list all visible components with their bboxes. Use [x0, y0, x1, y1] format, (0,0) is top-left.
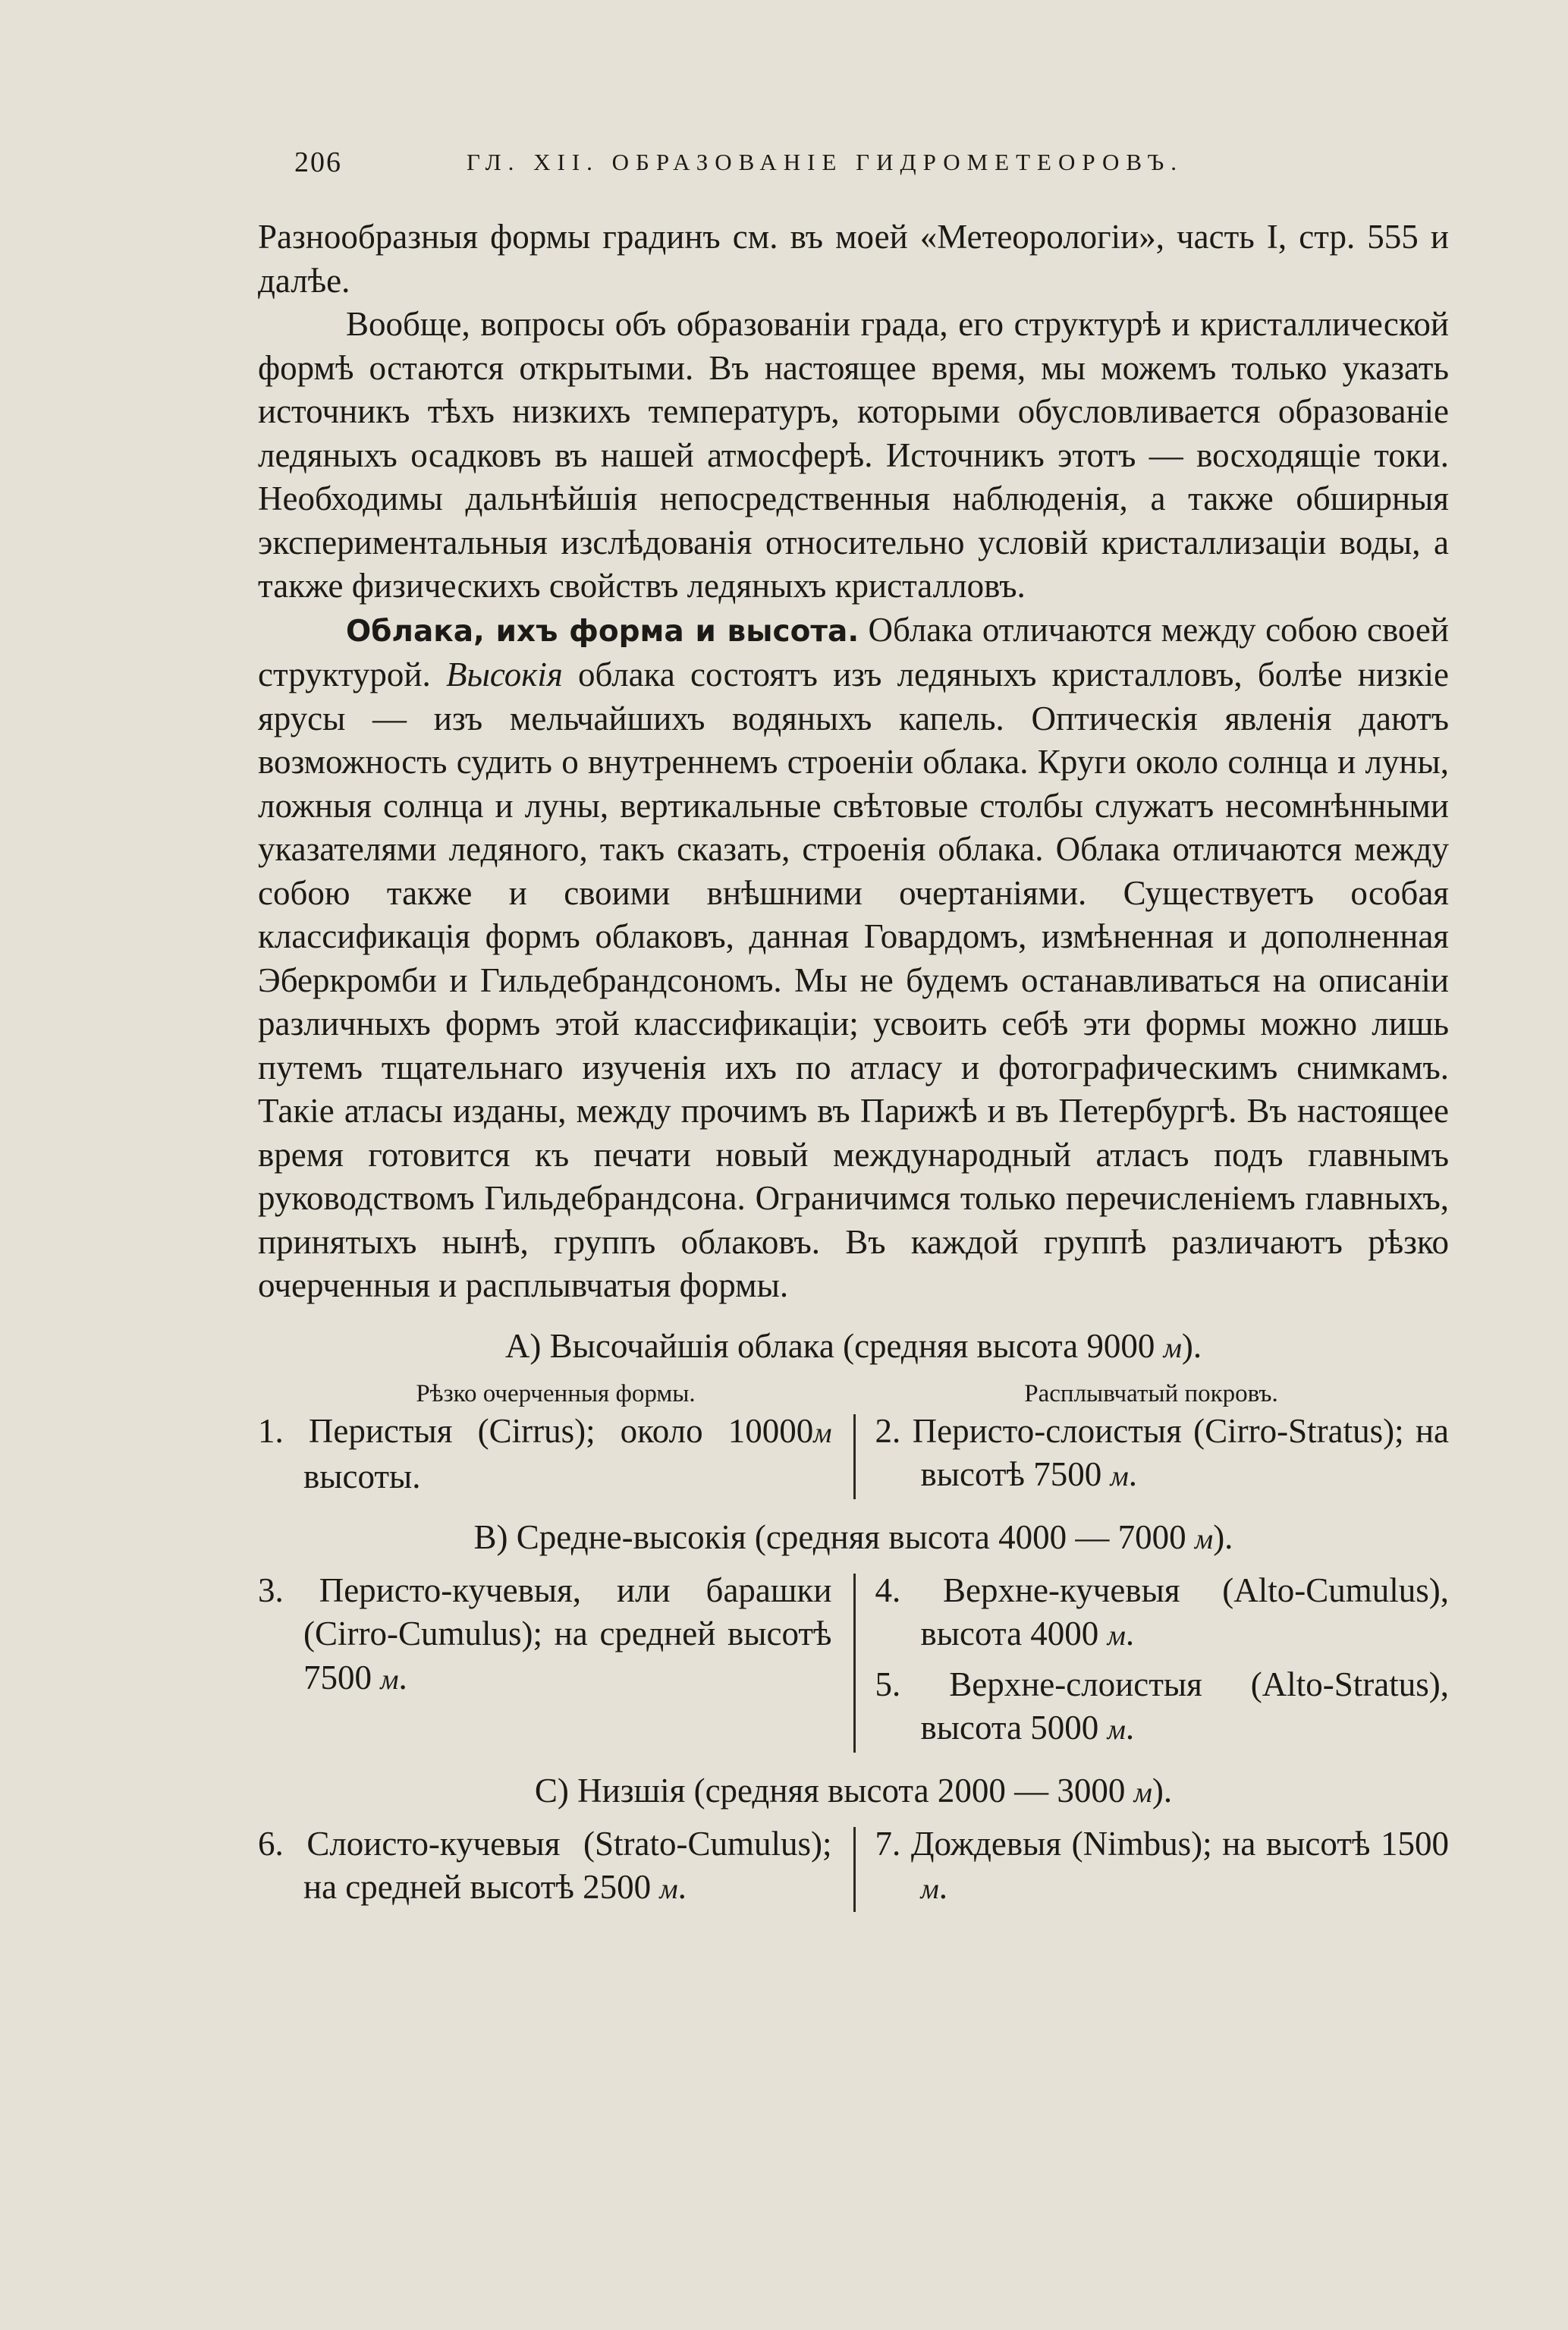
group-heading-b-text: B) Средне-высокія (средняя высота 4000 — 7000	[473, 1517, 1195, 1556]
unit-label: м	[813, 1417, 832, 1449]
cloud-form-text: 6. Слоисто-кучевыя (Strato-Cumulus); на средней высотѣ 2500	[258, 1824, 832, 1906]
cloud-form-text: 7. Дождевыя (Nimbus); на высотѣ 1500	[875, 1824, 1449, 1863]
cloud-form-cirro-stratus	[875, 1410, 1450, 1499]
cloud-form-nimbus	[875, 1822, 1450, 1912]
unit-label: м	[1163, 1332, 1182, 1364]
group-c-right-column	[875, 1822, 1450, 1912]
column-head-diffuse-cover: Расплывчатый покровъ.	[1024, 1379, 1278, 1407]
cloud-form-tail: .	[1125, 1615, 1135, 1652]
cloud-form-text: 4. Верхне-кучевыя (Alto-Cumulus), высота 4000	[875, 1571, 1449, 1652]
group-heading-c-text: C) Низшія (средняя высота 2000 — 3000	[534, 1771, 1134, 1810]
unit-label: м	[1133, 1776, 1152, 1809]
cloud-form-text: 3. Перисто-кучевыя, или барашки (Cirro-Cumulus); на средней высотѣ 7500	[258, 1571, 832, 1696]
group-a-forms	[258, 1410, 1449, 1499]
unit-label: м	[380, 1663, 399, 1696]
chapter-title: ГЛ. XII. ОБРАЗОВАНІЕ ГИДРОМЕТЕОРОВЪ.	[467, 149, 1184, 175]
cloud-form-tail: .	[1125, 1709, 1135, 1747]
paragraph-clouds-text-a: Облака отличаются между собою своей структурой.	[258, 610, 1449, 693]
unit-label: м	[920, 1873, 939, 1905]
column-divider	[853, 1827, 856, 1912]
cloud-form-alto-cumulus	[875, 1569, 1450, 1659]
body-text	[258, 215, 1449, 1912]
group-a-right-column	[875, 1410, 1450, 1499]
unit-label: м	[1107, 1714, 1126, 1746]
unit-label: м	[1194, 1523, 1214, 1555]
cloud-form-strato-cumulus	[258, 1822, 832, 1912]
unit-label: м	[1110, 1461, 1129, 1492]
paragraph-hail-forms: Разнообразныя формы градинъ см. въ моей «Метеорологіи», часть I, стр. 555 и далѣе.	[258, 218, 1449, 300]
column-divider	[853, 1574, 856, 1753]
cloud-form-tail: .	[938, 1868, 948, 1906]
unit-label: м	[659, 1873, 678, 1905]
page-number: 206	[294, 146, 342, 178]
paragraph-clouds-text-b: облака состоятъ изъ ледяныхъ кристалловъ, болѣе низкіе ярусы — изъ мельчайшихъ водяныхъ капель. Оптическія явленія даютъ возможность судить о внутреннемъ строеніи облака. Круги около солнца и луны, ложныя солнца и луны, вертикальные свѣтовые столбы служатъ несомнѣнными указателями ледяного, такъ сказать, строенія облака. Облака отличаются между собою также и своими внѣшними очертаніями. Существуетъ особая классификація формъ облаковъ, данная Говардомъ, измѣненная и дополненная Эберкромби и Гильдебрандсономъ. Мы не будемъ останавливаться на описаніи различныхъ формъ этой классификаціи; усвоить себѣ эти формы можно лишь путемъ тщательнаго изученія ихъ по атласу и фотографическимъ снимкамъ. Такіе атласы изданы, между прочимъ въ Парижѣ и въ Петербургѣ. Въ настоящее время готовится къ печати новый международный атласъ подъ главнымъ руководствомъ Гильдебрандсона. Ограничимся только перечисленіемъ главныхъ, принятыхъ нынѣ, группъ облаковъ. Въ каждой группѣ различаютъ рѣзко очерченныя и расплывчатыя формы.	[258, 656, 1450, 1304]
group-b-left-column	[258, 1569, 832, 1753]
cloud-form-text: 2. Перисто-слоистыя (Cirro-Stratus); на высотѣ 7500	[875, 1411, 1449, 1493]
group-c-forms	[258, 1822, 1449, 1912]
group-heading-a-end: ).	[1181, 1326, 1202, 1365]
cloud-form-cirro-cumulus	[258, 1569, 832, 1703]
group-heading-a	[258, 1325, 1449, 1370]
group-heading-b	[258, 1516, 1449, 1561]
group-c-left-column	[258, 1822, 832, 1912]
group-heading-c-end: ).	[1152, 1771, 1173, 1810]
cloud-form-tail: .	[1128, 1455, 1137, 1493]
group-heading-c	[258, 1769, 1449, 1815]
paragraph-clouds	[258, 608, 1449, 1308]
group-b-forms	[258, 1569, 1449, 1753]
cloud-form-text: 1. Перистыя (Cirrus); около 10000	[258, 1411, 814, 1450]
cloud-form-tail: .	[398, 1658, 407, 1696]
paragraph-hail-formation: Вообще, вопросы объ образованіи града, его структурѣ и кристаллической формѣ остаются открытыми. Въ настоящее время, мы можемъ только указать источникъ тѣхъ низкихъ температуръ, которыми обусловливается образованіе ледяныхъ осадковъ въ нашей атмосферѣ. Источникъ этотъ — восходящіе токи. Необходимы дальнѣйшія непосредственныя наблюденія, а также обширныя экспериментальныя изслѣдованія относительно условій кристаллизаціи воды, а также физическихъ свойствъ ледяныхъ кристалловъ.	[258, 305, 1449, 605]
column-heads	[258, 1378, 1449, 1410]
group-heading-a-text: A) Высочайшія облака (средняя высота 9000	[504, 1326, 1164, 1365]
column-head-sharp-forms: Рѣзко очерченныя формы.	[416, 1379, 696, 1407]
paragraph-clouds-emphasis: Высокія	[445, 656, 563, 693]
group-b-right-column	[875, 1569, 1450, 1753]
section-lead-heading: Облака, ихъ форма и высота.	[346, 614, 859, 649]
group-heading-b-end: ).	[1213, 1517, 1233, 1556]
unit-label: м	[1107, 1620, 1126, 1652]
column-divider	[853, 1414, 856, 1499]
cloud-form-tail: .	[677, 1868, 687, 1906]
cloud-form-text: 5. Верхне-слоистыя (Alto-Stratus), высота 5000	[875, 1665, 1449, 1747]
cloud-form-cirrus	[258, 1410, 832, 1499]
cloud-form-tail: высоты.	[303, 1457, 421, 1495]
group-a-left-column	[258, 1410, 832, 1499]
cloud-form-alto-stratus	[875, 1663, 1450, 1753]
running-head	[258, 146, 1310, 191]
